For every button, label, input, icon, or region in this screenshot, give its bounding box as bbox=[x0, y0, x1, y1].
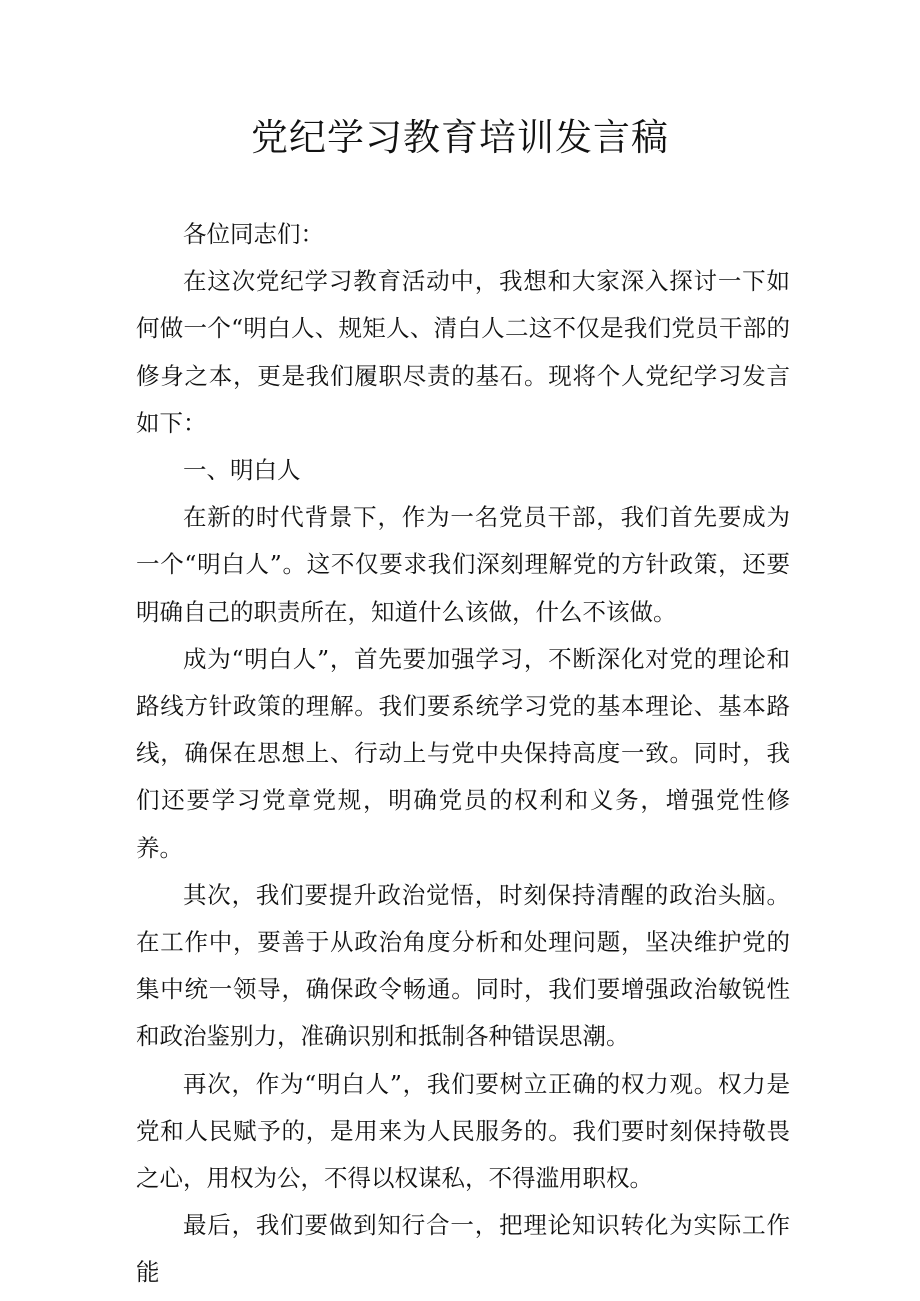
body-paragraph: 其次，我们要提升政治觉悟，时刻保持清醒的政治头脑。在工作中，要善于从政治角度分析和处理问题，坚决维护党的集中统一领导，确保政令畅通。同时，我们要增强政治敏锐性和政治鉴别力，准确识别和抵制各种错误思潮。 bbox=[136, 880, 790, 1051]
body-paragraph: 成为“明白人”，首先要加强学习，不断深化对党的理论和路线方针政策的理解。我们要系统学习党的基本理论、基本路线，确保在思想上、行动上与党中央保持高度一致。同时，我们还要学习党章党规，明确党员的权利和义务，增强党性修养。 bbox=[136, 644, 790, 862]
document-title: 党纪学习教育培训发言稿 bbox=[251, 116, 669, 159]
body-paragraph: 再次，作为“明白人”，我们要树立正确的权力观。权力是党和人民赋予的，是用来为人民服务的。我们要时刻保持敬畏之心，用权为公，不得以权谋私，不得滥用职权。 bbox=[136, 1069, 790, 1193]
body-paragraph: 最后，我们要做到知行合一，把理论知识转化为实际工作能 bbox=[136, 1211, 790, 1287]
section-heading: 一、明白人 bbox=[183, 456, 301, 485]
body-paragraph: 在新的时代背景下，作为一名党员干部，我们首先要成为一个“明白人”。这不仅要求我们深刻理解党的方针政策，还要明确自己的职责所在，知道什么该做，什么不该做。 bbox=[136, 503, 790, 626]
greeting-paragraph: 各位同志们： bbox=[183, 220, 324, 248]
document-body bbox=[136, 211, 790, 1297]
intro-paragraph: 在这次党纪学习教育活动中，我想和大家深入探讨一下如何做一个“明白人、规矩人、清白人二这不仅是我们党员干部的修身之本，更是我们履职尽责的基石。现将个人党纪学习发言如下： bbox=[136, 267, 790, 437]
